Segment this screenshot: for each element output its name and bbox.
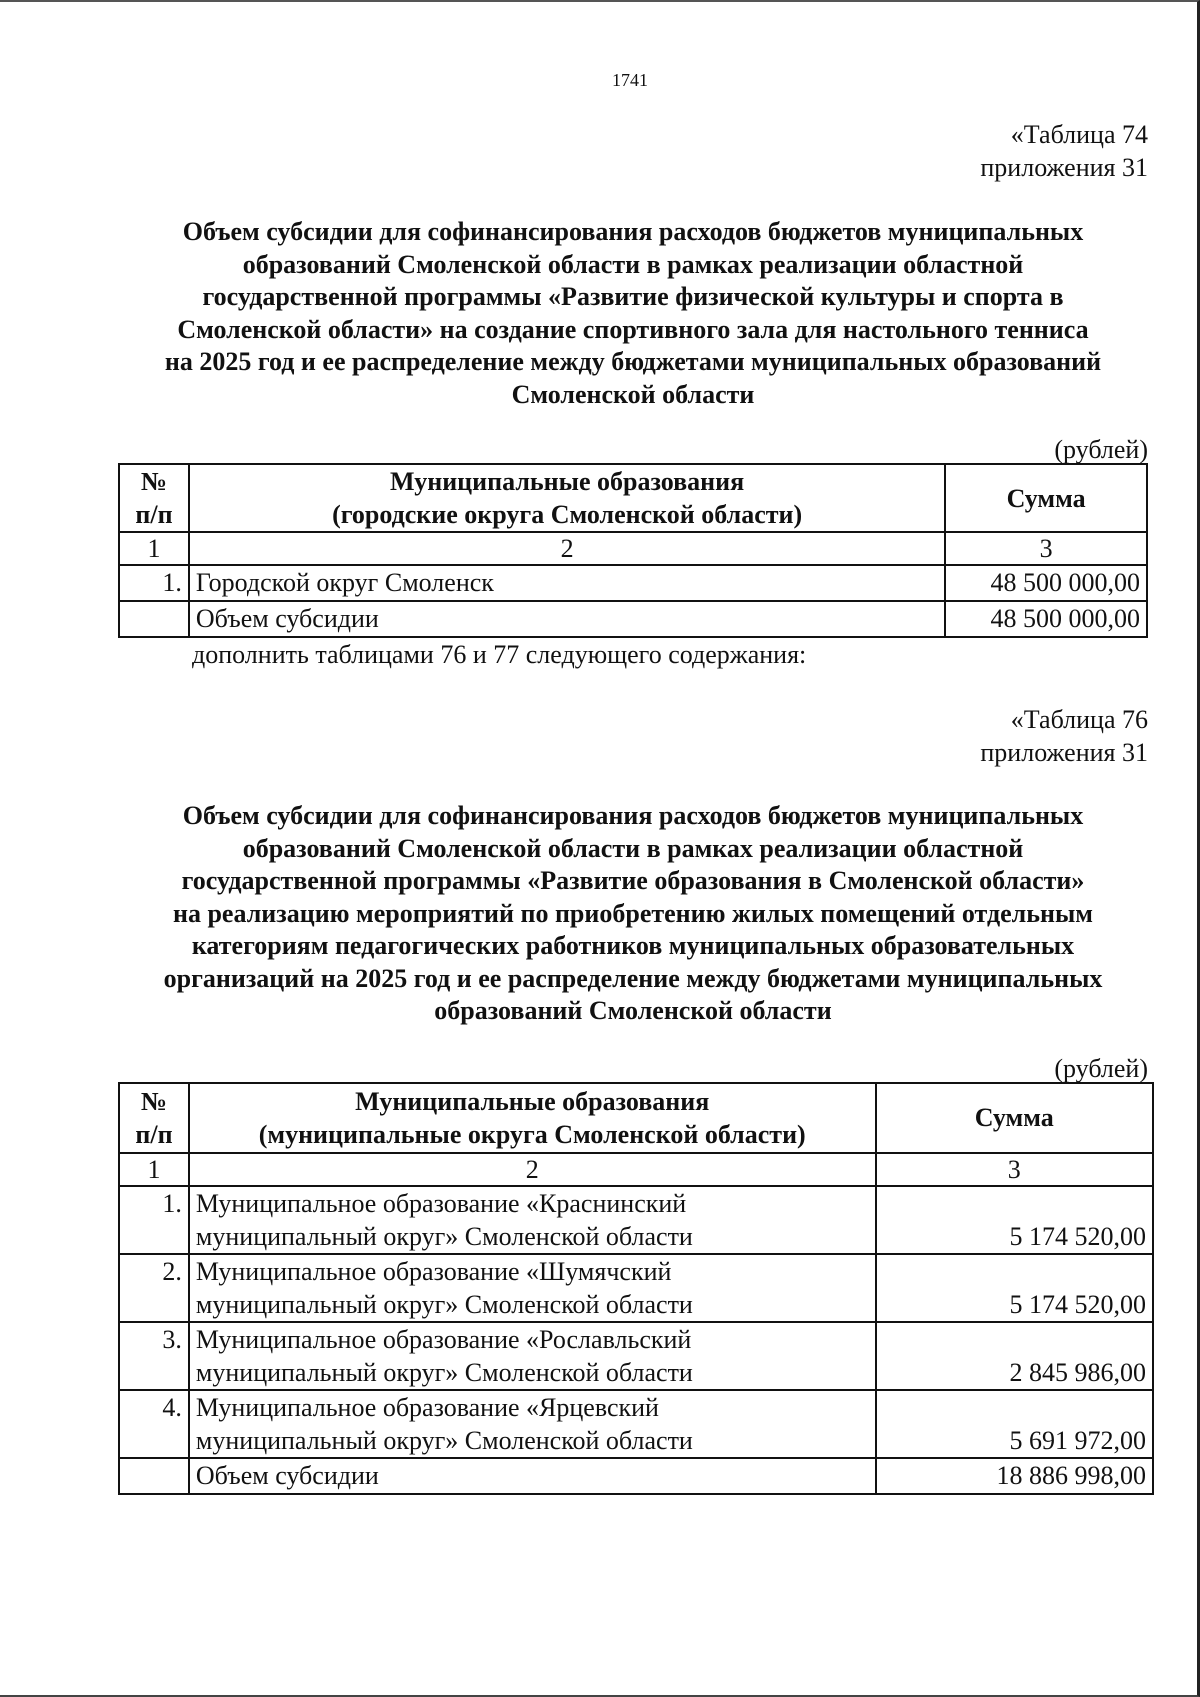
row-sum-cell: 5 174 520,00	[876, 1254, 1153, 1322]
index-cell: 2	[189, 532, 945, 565]
row-name-line: муниципальный округ» Смоленской области	[195, 1357, 693, 1387]
row-sum-cell: 5 174 520,00	[876, 1186, 1153, 1254]
total-row	[119, 1458, 1153, 1494]
index-cell: 3	[945, 532, 1147, 565]
row-num-cell: 1.	[119, 565, 189, 601]
title-line: категориям педагогических работников муниципальных образовательных	[191, 931, 1075, 960]
header-num-line: п/п	[135, 1119, 173, 1149]
caption-line: приложения 31	[980, 153, 1148, 182]
title-line: организаций на 2025 год и ее распределение между бюджетами муниципальных	[163, 963, 1103, 993]
title-line: государственной программы «Развитие образования в Смоленской области»	[181, 866, 1085, 895]
caption-line: «Таблица 76	[1010, 705, 1148, 734]
index-cell: 2	[189, 1153, 876, 1186]
index-row	[119, 1153, 1153, 1186]
row-sum-cell: 2 845 986,00	[876, 1322, 1153, 1390]
row-name-cell	[189, 1186, 876, 1254]
row-name-line: Муниципальное образование «Краснинский	[195, 1188, 687, 1218]
row-name-line: Муниципальное образование «Ярцевский	[195, 1392, 659, 1422]
title-line: на 2025 год и ее распределение между бюджетами муниципальных образований	[164, 347, 1102, 376]
row-name-cell	[189, 1254, 876, 1322]
table-row	[119, 1390, 1153, 1458]
index-cell: 1	[119, 1153, 189, 1186]
total-empty-cell	[119, 601, 189, 637]
header-name-cell	[189, 464, 945, 532]
table-row	[119, 1322, 1153, 1390]
title-line: Смоленской области» на создание спортивного зала для настольного тенниса	[177, 314, 1089, 344]
total-sum-cell: 48 500 000,00	[945, 601, 1147, 637]
total-sum-cell: 18 886 998,00	[876, 1458, 1153, 1494]
row-num-cell: 1.	[119, 1186, 189, 1254]
page-number: 1741	[612, 70, 648, 90]
title-line: Смоленской области	[511, 379, 755, 409]
header-row	[119, 464, 1147, 532]
row-name-line: Муниципальное образование «Шумячский	[195, 1256, 672, 1286]
table-74	[118, 463, 1148, 638]
table-76-title	[118, 800, 1148, 1028]
total-label-cell: Объем субсидии	[189, 1458, 876, 1494]
row-name-line: Муниципальное образование «Рославльский	[195, 1324, 692, 1354]
table-row	[119, 1254, 1153, 1322]
row-sum-cell: 5 691 972,00	[876, 1390, 1153, 1458]
total-label-cell: Объем субсидии	[189, 601, 945, 637]
index-cell: 3	[876, 1153, 1153, 1186]
title-line: образований Смоленской области	[434, 996, 832, 1025]
title-line: образований Смоленской области в рамках реализации областной	[242, 249, 1024, 279]
caption-line: «Таблица 74	[1010, 120, 1148, 149]
table-74-caption	[118, 118, 1148, 184]
header-name-line: Муниципальные образования	[390, 467, 745, 496]
header-name-line: (муниципальные округа Смоленской области)	[258, 1119, 806, 1149]
header-num-line: №	[140, 1086, 168, 1116]
total-row	[119, 601, 1147, 637]
row-name-line: муниципальный округ» Смоленской области	[195, 1425, 693, 1455]
table-76	[118, 1082, 1154, 1495]
unit-label: (рублей)	[1054, 435, 1148, 464]
total-empty-cell	[119, 1458, 189, 1494]
header-num-cell	[119, 464, 189, 532]
table-76-caption	[118, 703, 1148, 769]
row-num-cell: 2.	[119, 1254, 189, 1322]
header-row	[119, 1083, 1153, 1153]
row-name-line: муниципальный округ» Смоленской области	[195, 1289, 693, 1319]
table-74-block	[118, 118, 1148, 638]
table-74-title	[118, 216, 1148, 411]
connector-text: дополнить таблицами 76 и 77 следующего содержания:	[192, 640, 807, 669]
title-line: на реализацию мероприятий по приобретению жилых помещений отдельным	[172, 898, 1094, 928]
row-num-cell: 3.	[119, 1322, 189, 1390]
row-name-cell	[189, 1322, 876, 1390]
title-line: образований Смоленской области в рамках реализации областной	[242, 833, 1024, 863]
title-line: Объем субсидии для софинансирования расходов бюджетов муниципальных	[182, 217, 1084, 246]
row-num-cell: 4.	[119, 1390, 189, 1458]
header-num-line: №	[140, 467, 168, 496]
caption-line: приложения 31	[980, 738, 1148, 767]
header-name-cell	[189, 1083, 876, 1153]
header-name-line: Муниципальные образования	[355, 1086, 710, 1116]
row-name-cell	[189, 1390, 876, 1458]
row-sum-cell: 48 500 000,00	[945, 565, 1147, 601]
table-row	[119, 1186, 1153, 1254]
index-row	[119, 532, 1147, 565]
header-name-line: (городские округа Смоленской области)	[332, 500, 803, 529]
header-num-line: п/п	[135, 500, 173, 529]
unit-label: (рублей)	[1054, 1053, 1148, 1083]
table-row	[119, 565, 1147, 601]
header-num-cell	[119, 1083, 189, 1153]
row-name-cell: Городской округ Смоленск	[189, 565, 945, 601]
header-sum-cell: Сумма	[945, 464, 1147, 532]
table-76-block	[118, 703, 1148, 1495]
header-sum-cell: Сумма	[876, 1083, 1153, 1153]
title-line: Объем субсидии для софинансирования расходов бюджетов муниципальных	[182, 801, 1084, 830]
title-line: государственной программы «Развитие физической культуры и спорта в	[202, 282, 1064, 311]
index-cell: 1	[119, 532, 189, 565]
row-name-line: муниципальный округ» Смоленской области	[195, 1221, 693, 1251]
